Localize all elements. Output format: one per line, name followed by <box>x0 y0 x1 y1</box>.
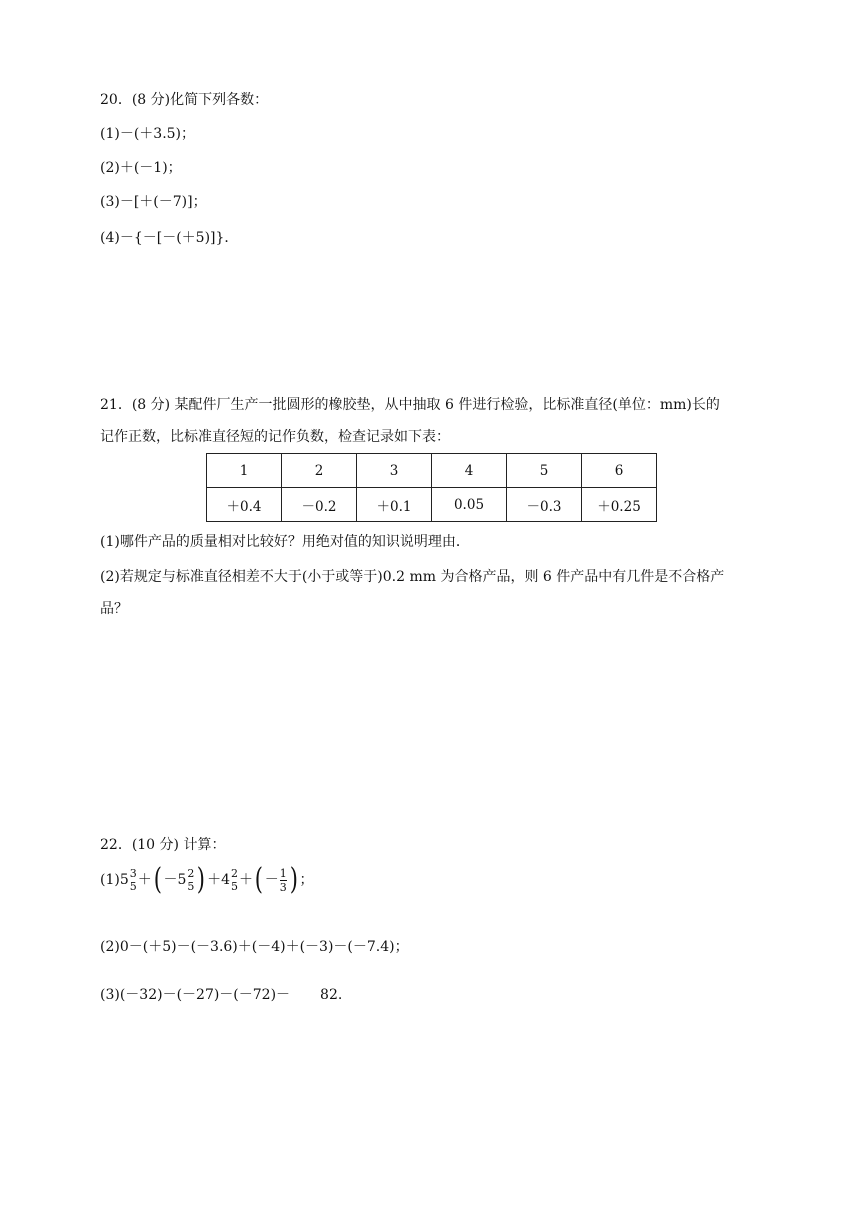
q20-item-4: (4)－{－[－(＋5)]}． <box>100 230 239 246</box>
table-header-cell: 5 <box>507 454 582 488</box>
right-paren: ) <box>197 862 206 897</box>
fraction: $\frac{1}{3}$ <box>279 866 287 894</box>
table-cell: －0.3 <box>507 488 582 522</box>
q22-problem-1 <box>100 862 313 898</box>
inspection-table <box>206 453 657 522</box>
negative-mixed: －5 <box>163 872 187 888</box>
table-cell: 0.05 <box>432 488 507 522</box>
table-header-cell: 6 <box>582 454 657 488</box>
mixed-number-whole: (1)5 <box>100 872 129 888</box>
fraction: 2 5 <box>187 867 195 893</box>
table-header-cell: 2 <box>282 454 357 488</box>
q22-title: 22．(10 分) 计算： <box>100 837 226 853</box>
fraction: 3 5 <box>129 867 137 893</box>
fraction: 2 5 <box>231 867 239 893</box>
q20-item-3: (3)－[＋(－7)]； <box>100 194 207 210</box>
q21-sub-1: (1)哪件产品的质量相对比较好？用绝对值的知识说明理由． <box>100 534 470 550</box>
q20-item-1: (1)－(＋3.5)； <box>100 126 196 142</box>
table-cell: ＋0.1 <box>357 488 432 522</box>
q20-item-2: (2)＋(－1)； <box>100 160 182 176</box>
table-cell: －0.2 <box>282 488 357 522</box>
table-header-cell: 4 <box>432 454 507 488</box>
q21-sub-2-line-2: 品？ <box>100 601 128 617</box>
q21-line-1: 21．(8 分) 某配件厂生产一批圆形的橡胶垫，从中抽取 6 件进行检验，比标准直径(单位：mm)长的 <box>100 397 720 413</box>
right-paren: ) <box>289 862 298 897</box>
table-header-cell: 1 <box>207 454 282 488</box>
q22-problem-2: (2)0－(＋5)－(－3.6)＋(－4)＋(－3)－(－7.4)； <box>100 939 409 955</box>
minus-sign: － <box>264 872 279 888</box>
q22-problem-3-expr: (3)(－32)－(－27)－(－72)－ <box>100 987 291 1003</box>
q21-line-2: 记作正数，比标准直径短的记作负数，检查记录如下表： <box>100 429 450 445</box>
plus-sign: ＋ <box>137 872 152 888</box>
table-row <box>207 454 657 488</box>
plus-mixed: ＋4 <box>207 872 231 888</box>
q20-title: 20．(8 分)化简下列各数： <box>100 92 269 108</box>
q22-problem-3-tail: 82. <box>320 987 343 1003</box>
table-row <box>207 488 657 522</box>
table-header-cell: 3 <box>357 454 432 488</box>
left-paren: ( <box>254 862 263 897</box>
q22-problem-3 <box>100 985 342 1005</box>
q21-sub-2-line-1: (2)若规定与标准直径相差不大于(小于或等于)0.2 mm 为合格产品，则 6 件产品中有几件是不合格产 <box>100 569 725 585</box>
table-cell: ＋0.4 <box>207 488 282 522</box>
table-cell: ＋0.25 <box>582 488 657 522</box>
semicolon: ； <box>299 872 314 888</box>
plus-sign: ＋ <box>239 872 254 888</box>
left-paren: ( <box>153 862 162 897</box>
